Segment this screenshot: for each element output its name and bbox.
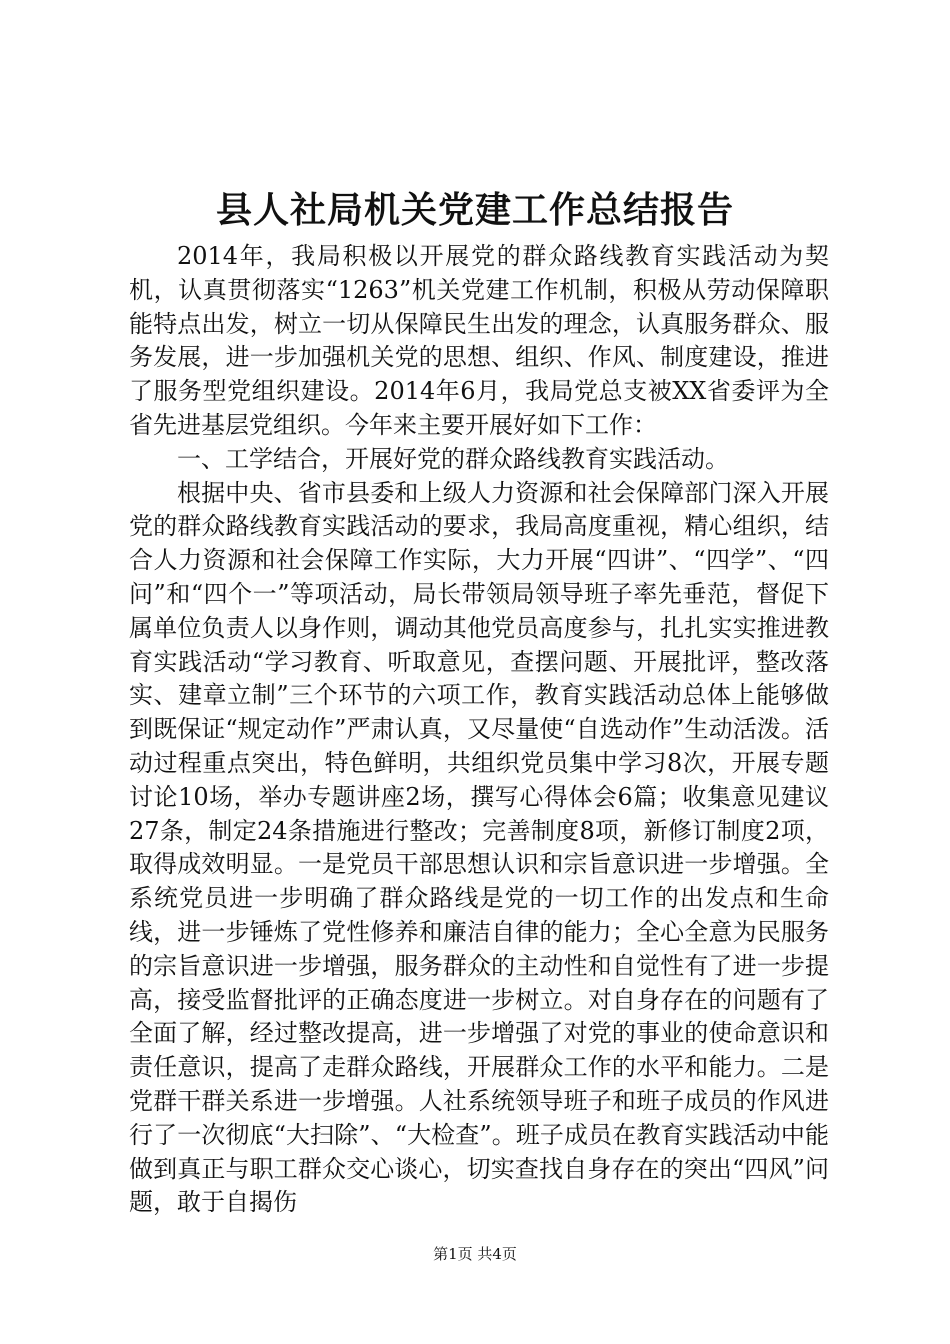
document-title: 县人社局机关党建工作总结报告 bbox=[215, 189, 734, 231]
document-body bbox=[129, 240, 829, 1220]
paragraph-intro: 2014年，我局积极以开展党的群众路线教育实践活动为契机，认真贯彻落实“1263”机关党建工作机制，积极从劳动保障职能特点出发，树立一切从保障民生出发的理念，认真服务群众、服务发展，进一步加强机关党的思想、组织、作风、制度建设，推进了服务型党组织建设。2014年6月，我局党总支被XX省委评为全省先进基层党组织。今年来主要开展好如下工作： bbox=[129, 242, 829, 439]
page-number-footer: 第1页 共4页 bbox=[433, 1245, 517, 1263]
paragraph-section-1-body: 根据中央、省市县委和上级人力资源和社会保障部门深入开展党的群众路线教育实践活动的要求，我局高度重视，精心组织，结合人力资源和社会保障工作实际，大力开展“四讲”、“四学”、“四问”和“四个一”等项活动，局长带领局领导班子率先垂范，督促下属单位负责人以身作则，调动其他党员高度参与，扎扎实实推进教育实践活动“学习教育、听取意见，查摆问题、开展批评，整改落实、建章立制”三个环节的六项工作，教育实践活动总体上能够做到既保证“规定动作”严肃认真，又尽量使“自选动作”生动活泼。活动过程重点突出，特色鲜明，共组织党员集中学习8次，开展专题讨论10场，举办专题讲座2场，撰写心得体会6篇；收集意见建议27条，制定24条措施进行整改；完善制度8项，新修订制度2项，取得成效明显。一是党员干部思想认识和宗旨意识进一步增强。全系统党员进一步明确了群众路线是党的一切工作的出发点和生命线，进一步锤炼了党性修养和廉洁自律的能力；全心全意为民服务的宗旨意识进一步增强，服务群众的主动性和自觉性有了进一步提高，接受监督批评的正确态度进一步树立。对自身存在的问题有了全面了解，经过整改提高，进一步增强了对党的事业的使命意识和责任意识，提高了走群众路线，开展群众工作的水平和能力。二是党群干群关系进一步增强。人社系统领导班子和班子成员的作风进行了一次彻底“大扫除”、“大检查”。班子成员在教育实践活动中能做到真正与职工群众交心谈心，切实查找自身存在的突出“四风”问题，敢于自揭伤 bbox=[129, 478, 829, 1217]
paragraph-section-heading-1: 一、工学结合，开展好党的群众路线教育实践活动。 bbox=[177, 444, 729, 473]
